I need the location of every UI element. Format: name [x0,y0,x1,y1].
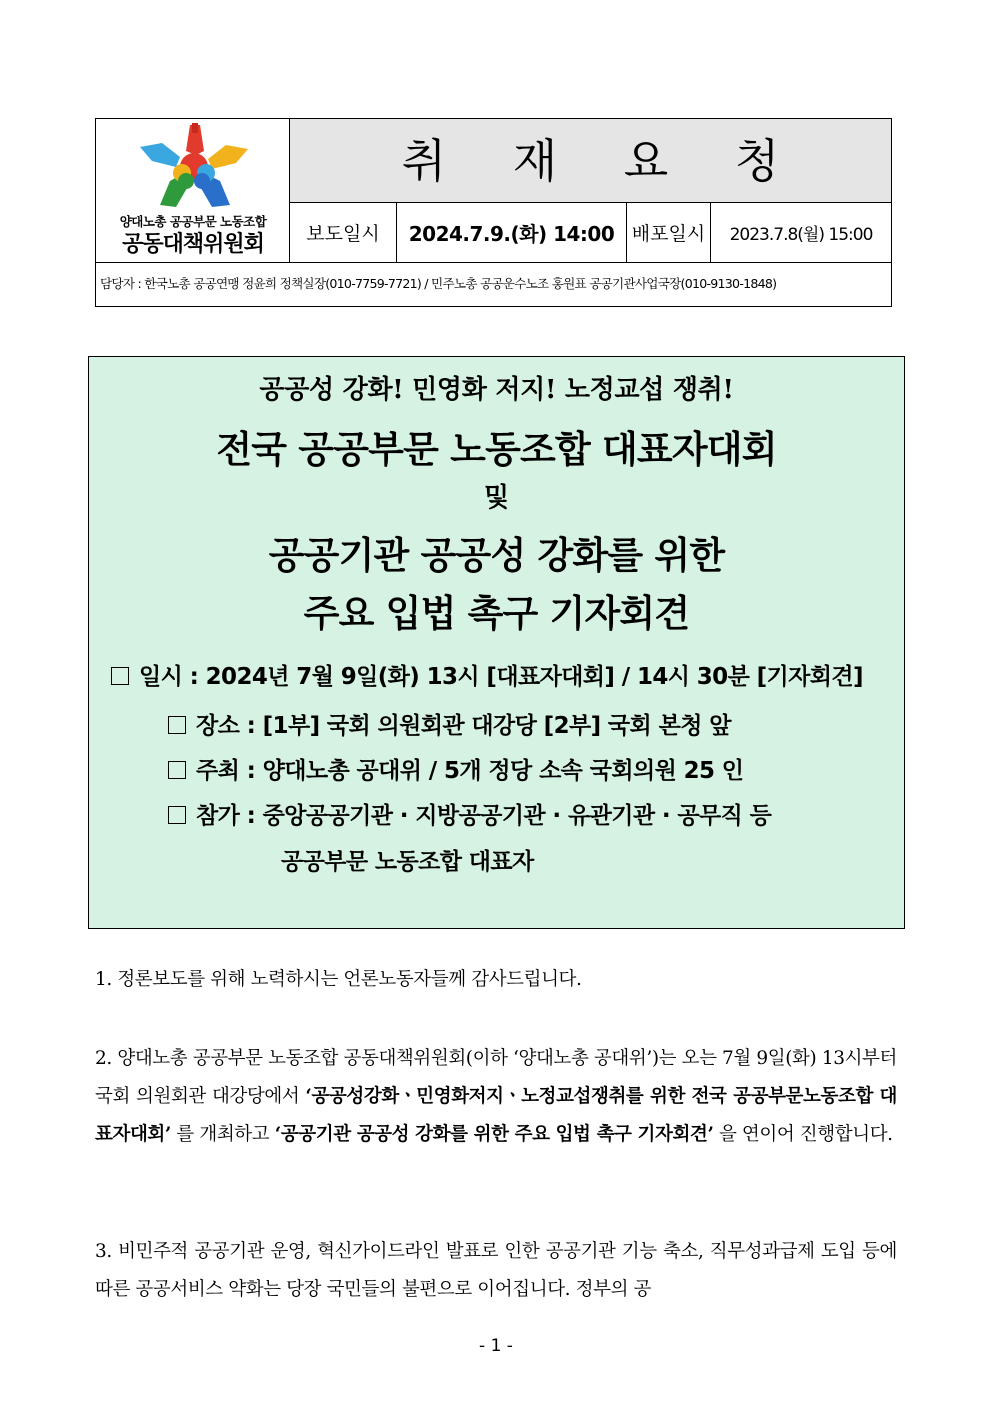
paragraph-2-event-name: ‘공공성강화ㆍ민영화저지ㆍ노정교섭쟁취를 위한 전국 공공부문노동조합 대표자대회’ [95,1086,898,1145]
checkbox-square-icon [168,761,186,779]
event-participants-cont: 공공부문 노동조합 대표자 [281,849,534,875]
event-title-line3: 주요 입법 촉구 기자회견 [303,592,690,635]
event-summary-box [88,356,905,929]
event-item-text: 일시 : 2024년 7월 9일(화) 13시 [대표자대회] / 14시 30분 [기자회견] [139,664,863,690]
checkbox-square-icon [168,806,186,824]
page-number: - 1 - [479,1336,513,1356]
paragraph-1: 1. 정론보도를 위해 노력하시는 언론노동자들께 감사드립니다. [95,969,582,990]
release-value: 2024.7.9.(화) 14:00 [397,203,627,262]
paragraph-2-text-c: 를 개최하고 [170,1124,275,1145]
checkbox-square-icon [168,716,186,734]
distribution-label: 배포일시 [627,203,711,262]
page-title: 취 재 요 청 [290,119,891,203]
event-item-text: 주최 : 양대노총 공대위 / 5개 정당 소속 국회의원 25 인 [196,758,744,784]
event-item-participants [168,797,771,830]
contact-line: 담당자 : 한국노총 공공연맹 정윤희 정책실장(010-7759-7721) / 민주노총 공공운수노조 홍원표 공공기관사업국장(010-9130-1848) [96,262,891,306]
event-item-text: 장소 : [1부] 국회 의원회관 대강당 [2부] 국회 본청 앞 [196,713,731,739]
event-title-line2: 공공기관 공공성 강화를 위한 [268,534,725,577]
distribution-value: 2023.7.8(월) 15:00 [729,225,873,245]
event-title-line1: 전국 공공부문 노동조합 대표자대회 [216,428,777,471]
paragraph-2-text-a: 2. 양대노총 공공부문 노동조합 공동대책위원회(이하 ‘양대노총 공대위’)는 오는 7월 9일(화) 13시부터 국회 의원회관 대강당에서 [95,1048,897,1107]
event-item-host [168,752,743,785]
event-item-place [168,707,731,740]
release-row [290,203,891,262]
event-item-datetime [111,658,863,691]
paragraph-2 [95,1040,897,1154]
paragraph-2-press-name: ‘공공기관 공공성 강화를 위한 주요 입법 촉구 기자회견’ [274,1124,714,1145]
paragraph-2-text-e: 을 연이어 진행합니다. [713,1124,893,1145]
event-title-and: 및 [483,483,510,513]
event-item-text: 참가 : 중앙공공기관 · 지방공공기관 · 유관기관 · 공무직 등 [196,803,772,829]
press-header-table [95,118,892,307]
paragraph-3: 3. 비민주적 공공기관 운영, 혁신가이드라인 발표로 인한 공공기관 기능 축소, 직무성과급제 도입 등에 따른 공공서비스 약화는 당장 국민들의 불편으로 이어집니다. 정부의 공 [95,1241,897,1300]
checkbox-square-icon [111,667,129,685]
logo-org-sub: 양대노총 공공부문 노동조합 [119,214,267,229]
logo-cell [96,119,290,262]
event-slogan: 공공성 강화! 민영화 저지! 노정교섭 쟁취! [259,375,734,405]
five-hands-star-logo-icon [132,121,256,211]
logo-org-main: 공동대책위원회 [122,232,264,257]
release-label: 보도일시 [290,203,397,262]
